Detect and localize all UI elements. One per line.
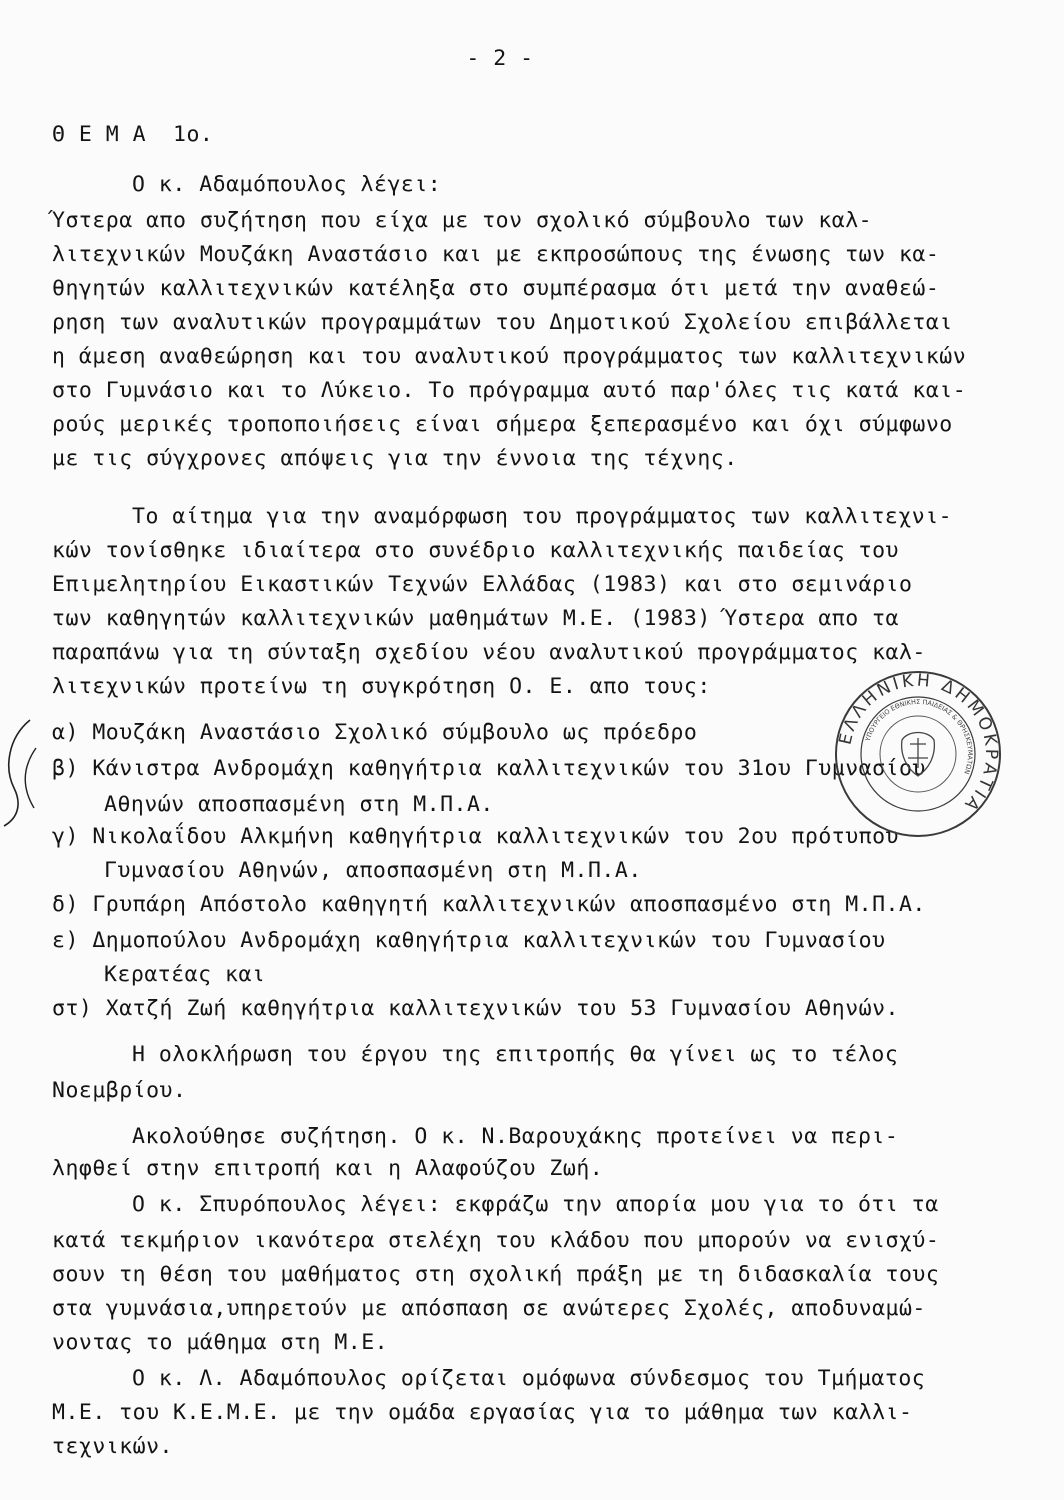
- text-line: Ακολούθησε συζήτηση. Ο κ. Ν.Βαρουχάκης προτείνει να περι-: [132, 1124, 899, 1149]
- page-number: - 2 -: [466, 46, 534, 71]
- text-line: κών τονίσθηκε ιδιαίτερα στο συνέδριο καλλιτεχνικής παιδείας του: [52, 538, 899, 563]
- text-line: Ο κ. Σπυρόπουλος λέγει: εκφράζω την απορία μου για το ότι τα: [132, 1192, 939, 1217]
- text-line: ληφθεί στην επιτροπή και η Αλαφούζου Ζωή.: [52, 1156, 604, 1181]
- list-item: ε) Δημοπούλου Ανδρομάχη καθηγήτρια καλλιτεχνικών του Γυμνασίου: [52, 928, 886, 953]
- list-item: α) Μουζάκη Αναστάσιο Σχολικό σύμβουλο ως πρόεδρο: [52, 720, 698, 745]
- text-line: Μ.Ε. του Κ.Ε.Μ.Ε. με την ομάδα εργασίας για το μάθημα των καλλι-: [52, 1400, 913, 1425]
- stamp-emblem-icon: [902, 733, 935, 777]
- text-line: των καθηγητών καλλιτεχνικών μαθημάτων Μ.Ε. (1983) Ύστερα απο τα: [52, 606, 899, 631]
- list-item-continuation: Γυμνασίου Αθηνών, αποσπασμένη στη Μ.Π.Α.: [104, 858, 642, 883]
- text-line: Η ολοκλήρωση του έργου της επιτροπής θα γίνει ως το τέλος: [132, 1042, 899, 1067]
- text-line: με τις σύγχρονες απόψεις για την έννοια της τέχνης.: [52, 446, 738, 471]
- list-item: δ) Γρυπάρη Απόστολο καθηγητή καλλιτεχνικών αποσπασμένο στη Μ.Π.Α.: [52, 892, 926, 917]
- list-item-continuation: Αθηνών αποσπασμένη στη Μ.Π.Α.: [104, 792, 494, 817]
- text-line: Το αίτημα για την αναμόρφωση του προγράμματος των καλλιτεχνι-: [132, 504, 953, 529]
- text-line: κατά τεκμήριον ικανότερα στελέχη του κλάδου που μπορούν να ενισχύ-: [52, 1228, 940, 1253]
- text-line: ρηση των αναλυτικών προγραμμάτων του Δημοτικού Σχολείου επιβάλλεται: [52, 310, 953, 335]
- text-line: στο Γυμνάσιο και το Λύκειο. Το πρόγραμμα αυτό παρ'όλες τις κατά και-: [52, 378, 967, 403]
- text-line: στα γυμνάσια,υπηρετούν με απόσπαση σε ανώτερες Σχολές, αποδυναμώ-: [52, 1296, 926, 1321]
- text-line: θηγητών καλλιτεχνικών κατέληξα στο συμπέρασμα ότι μετά την αναθεώ-: [52, 276, 940, 301]
- text-line: παραπάνω για τη σύνταξη σχεδίου νέου αναλυτικού προγράμματος καλ-: [52, 640, 926, 665]
- stamp-outer-text: ΕΛΛΗΝΙΚΗ ΔΗΜΟΚΡΑΤΙΑ: [835, 670, 1002, 817]
- list-item: στ) Χατζή Ζωή καθηγήτρια καλλιτεχνικών του 53 Γυμνασίου Αθηνών.: [52, 996, 899, 1021]
- official-stamp: [832, 668, 1004, 840]
- section-heading: Θ Ε Μ Α 1ο.: [52, 122, 214, 147]
- text-line: τεχνικών.: [52, 1434, 173, 1459]
- list-item-continuation: Κερατέας και: [104, 962, 266, 987]
- text-line: λιτεχνικών προτείνω τη συγκρότηση Ο. Ε. απο τους:: [52, 674, 711, 699]
- margin-bracket-mark: [0, 718, 40, 828]
- text-line: η άμεση αναθεώρηση και του αναλυτικού προγράμματος των καλλιτεχνικών: [52, 344, 967, 369]
- text-line: λιτεχνικών Μουζάκη Αναστάσιο και με εκπροσώπους της ένωσης των κα-: [52, 242, 940, 267]
- text-line: Νοεμβρίου.: [52, 1078, 187, 1103]
- text-line: σουν τη θέση του μαθήματος στη σχολική πράξη με τη διδασκαλία τους: [52, 1262, 940, 1287]
- list-item: β) Κάνιστρα Ανδρομάχη καθηγήτρια καλλιτεχνικών του 31ου Γυμνασίου: [52, 756, 926, 781]
- text-line: νοντας το μάθημα στη Μ.Ε.: [52, 1330, 389, 1355]
- text-line: Ο κ. Λ. Αδαμόπουλος ορίζεται ομόφωνα σύνδεσμος του Τμήματος: [132, 1366, 926, 1391]
- text-line: ρούς μερικές τροποποιήσεις είναι σήμερα ξεπερασμένο και όχι σύμφωνο: [52, 412, 953, 437]
- text-line: Ο κ. Αδαμόπουλος λέγει:: [132, 172, 442, 197]
- stamp-inner-text: ΥΠΟΥΡΓΕΙΟ ΕΘΝΙΚΗΣ ΠΑΙΔΕΙΑΣ & ΘΡΗΣΚΕΥΜΑΤΩΝ: [863, 697, 975, 776]
- text-line: Ύστερα απο συζήτηση που είχα με τον σχολικό σύμβουλο των καλ-: [52, 208, 873, 233]
- list-item: γ) Νικολαΐδου Αλκμήνη καθηγήτρια καλλιτεχνικών του 2ου πρότυπου: [52, 824, 899, 849]
- text-line: Επιμελητηρίου Εικαστικών Τεχνών Ελλάδας (1983) και στο σεμινάριο: [52, 572, 913, 597]
